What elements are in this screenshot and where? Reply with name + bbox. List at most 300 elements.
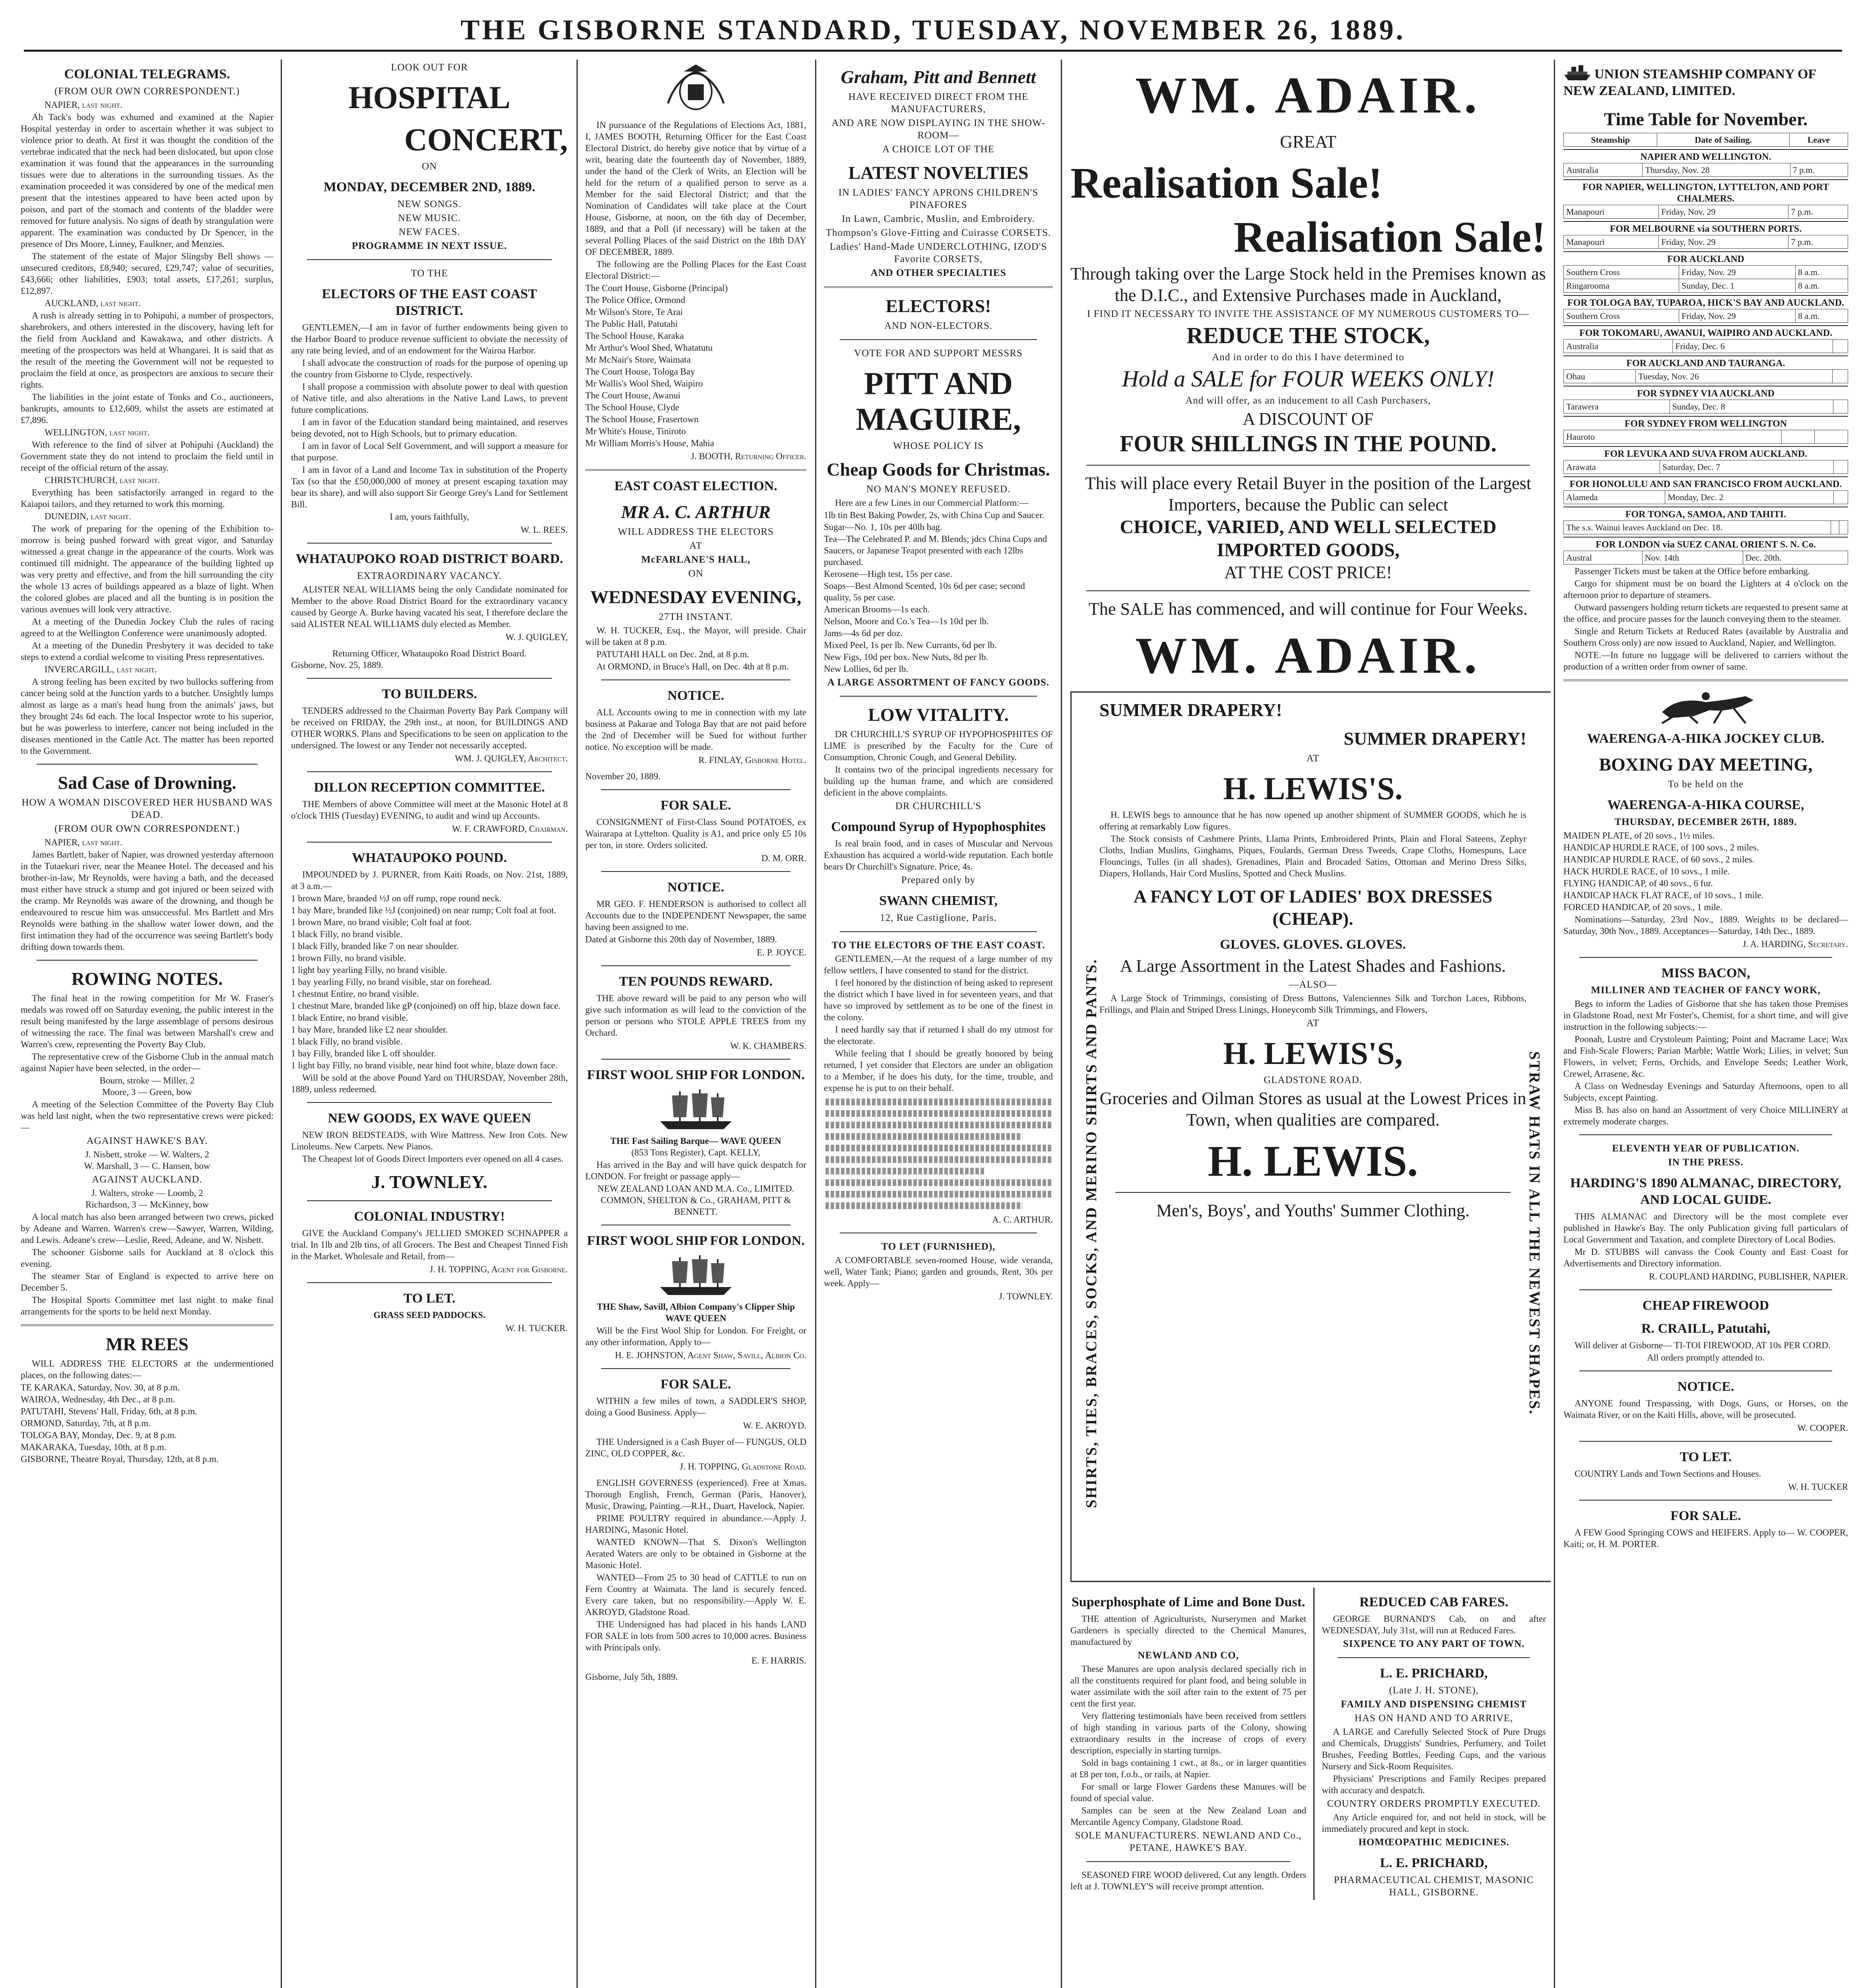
- choice-heading: CHOICE, VARIED, AND WELL SELECTED IMPORTED GOODS,: [1120, 516, 1497, 561]
- route-heading: NAPIER AND WELLINGTON.: [1563, 149, 1848, 163]
- divider: [824, 286, 1053, 288]
- article-paragraph: The following are the Polling Places for the East Coast Electoral District:—: [585, 259, 806, 281]
- lewis-advertisement: [1070, 691, 1551, 1582]
- dateline: WELLINGTON, last night.: [45, 427, 150, 437]
- article-paragraph: GENTLEMEN,—At the request of a large number of my fellow settlers, I have consented to stand for the district.: [824, 954, 1053, 975]
- racehorse-icon: [1646, 688, 1765, 724]
- article-paragraph: The Cheapest lot of Goods Direct Importers ever opened on all 4 cases.: [302, 1154, 564, 1164]
- product-line: DR CHURCHILL'S: [895, 801, 982, 812]
- election-heading: EAST COAST ELECTION.: [614, 479, 777, 493]
- article-paragraph: THE above reward will be paid to any person who will give such information as will lead to the conviction of the person or persons who STOLE APPLE TREES from my Orchard.: [585, 993, 806, 1038]
- article-paragraph: At ORMOND, in Bruce's Hall, on Dec. 4th at 8 p.m.: [596, 662, 789, 672]
- price-line: Mixed Peel, 1s per lb. New Currants, 6d per lb.: [824, 640, 997, 650]
- dated: Dated at Gisborne this 20th day of November, 1889.: [585, 934, 777, 944]
- notice-heading: NOTICE.: [667, 688, 724, 703]
- route-table: [1563, 551, 1848, 565]
- divider: [307, 543, 552, 544]
- route-table: [1563, 265, 1848, 293]
- polling-place: The School House, Frasertown: [585, 414, 699, 424]
- article-paragraph: A meeting of the Selection Committee of the Poverty Bay Club was held last night, when the two representative crews were picked:—: [21, 1099, 274, 1132]
- concert-programme: PROGRAMME IN NEXT ISSUE.: [351, 241, 507, 251]
- article-paragraph: THE attention of Agriculturists, Nurserymen and Market Gardeners is specially directed to the Chemical Manures, manufactured by: [1070, 1614, 1307, 1647]
- text-lines: [825, 1099, 1051, 1105]
- divider: [1115, 1192, 1511, 1193]
- article-paragraph: CONSIGNMENT of First-Class Sound POTATOES, ex Wairarapa at Lyttelton. Quality is A1, and price only £5 10s per ton, in store. Orders solicited.: [585, 817, 806, 850]
- goods-heading: NEW GOODS, EX WAVE QUEEN: [328, 1111, 531, 1126]
- lewis-heading: H. LEWIS'S,: [1223, 1036, 1403, 1071]
- article-paragraph: I am in favor of a Land and Income Tax in substitution of the Property Tax (so that the £50,000,000 of money at present escaping taxation may bear its share), and will also support Sir George Grey's Land for Settlement Bill.: [291, 465, 568, 509]
- clothing-line: Men's, Boys', and Youths' Summer Clothing.: [1156, 1201, 1470, 1220]
- meeting-date: ORMOND, Saturday, 7th, at 8 p.m.: [21, 1418, 151, 1428]
- route-heading: FOR TOLOGA BAY, TUPAROA, HICK'S BAY AND AUCKLAND.: [1563, 295, 1848, 309]
- pound-item: 1 bay Mare, branded like ½J (conjoined) on near rump; Colt foal at foot.: [291, 905, 556, 915]
- column-rule: [815, 60, 816, 1988]
- signature: W. E. AKROYD.: [743, 1421, 806, 1431]
- adair-paragraph: The SALE has commenced, and will continue for Four Weeks.: [1089, 599, 1528, 619]
- text-lines: [825, 1191, 1051, 1198]
- concert-title: HOSPITAL: [348, 80, 511, 115]
- table-cell: Tarawera: [1564, 400, 1670, 414]
- text-lines: [825, 1168, 986, 1175]
- agent: NEW ZEALAND LOAN AND M.A. Co., LIMITED. COMMON, SHELTON & Co., GRAHAM, PITT & BENNETT.: [597, 1184, 794, 1217]
- correspondent-note: (FROM OUR OWN CORRESPONDENT.): [54, 86, 240, 97]
- article-paragraph: I shall propose a commission with absolute power to deal with question of Native title, and also alterations in the Native Land Laws, to prevent future complications.: [291, 382, 568, 415]
- realisation-heading: Realisation Sale!: [1233, 213, 1546, 261]
- table-cell: Austral: [1564, 551, 1643, 565]
- signature: W. L. REES.: [520, 525, 568, 535]
- cost-price-line: AT THE COST PRICE!: [1224, 563, 1392, 582]
- article-paragraph: H. LEWIS begs to announce that he has now opened up another shipment of SUMMER GOODS, which he is offering at remarkably Low figures.: [1099, 810, 1526, 831]
- table-cell: [1781, 430, 1815, 444]
- notice-heading: NOTICE.: [667, 880, 724, 895]
- in-press-heading: IN THE PRESS.: [1668, 1157, 1744, 1168]
- divider: [37, 960, 258, 961]
- table-cell: Friday, Nov. 29: [1659, 205, 1788, 219]
- route-table: [1563, 369, 1848, 383]
- divider: [1563, 679, 1848, 681]
- table-cell: Monday, Dec. 2: [1665, 491, 1834, 504]
- table-cell: [1834, 460, 1848, 474]
- pound-item: 1 black Filly, no brand visible.: [291, 1037, 403, 1046]
- route-heading: FOR SYDNEY VIA AUCKLAND: [1563, 386, 1848, 400]
- industry-heading: COLONIAL INDUSTRY!: [354, 1209, 505, 1224]
- concert-title: CONCERT,: [404, 122, 568, 157]
- divider: [1579, 1289, 1832, 1290]
- route-heading: FOR SYDNEY FROM WELLINGTON: [1563, 416, 1848, 430]
- table-cell: Manapouri: [1564, 235, 1659, 249]
- race-item: FORCED HANDICAP, of 20 sovs., 1 mile.: [1563, 902, 1722, 912]
- route-heading: FOR AUCKLAND AND TAURANGA.: [1563, 355, 1848, 369]
- route-table: [1563, 163, 1848, 177]
- prichard-heading: L. E. PRICHARD,: [1380, 1856, 1488, 1870]
- table-cell: 7 p.m.: [1790, 163, 1848, 177]
- article-paragraph: Begs to inform the Ladies of Gisborne that she has taken those Premises in Gladstone Road, next Mr Foster's, Chemist, for a short time, and will give instruction in the following subjects:—: [1563, 999, 1848, 1032]
- crew-line: Bourn, stroke — Miller, 2: [99, 1076, 195, 1085]
- table-cell: Hauroto: [1564, 430, 1782, 444]
- signature-role: Returning Officer, Whataupoko Road District Board.: [332, 648, 527, 658]
- address-line: AT: [689, 540, 703, 551]
- signature: W. COOPER.: [1797, 1423, 1848, 1433]
- article-paragraph: TENDERS addressed to the Chairman Poverty Bay Park Company will be received on FRIDAY, the 29th inst., at noon, for BUILDINGS AND OTHER WORKS. Plans and Specifications to be seen on application to the undersigned. The lowest or any Tender not necessarily accepted.: [291, 706, 568, 750]
- chemist-advert: [1322, 1588, 1546, 1900]
- drowning-heading: Sad Case of Drowning.: [58, 773, 237, 793]
- superphosphate-heading: Superphosphate of Lime and Bone Dust.: [1071, 1595, 1305, 1609]
- article-paragraph: Everything has been satisfactorily arranged in regard to the Kaiapoi tailors, and they returned to work this morning.: [21, 487, 274, 509]
- board-heading: WHATAUPOKO ROAD DISTRICT BOARD.: [295, 551, 563, 566]
- meeting-date: MAKARAKA, Tuesday, 10th, at 8 p.m.: [21, 1442, 167, 1452]
- firm-name: Graham, Pitt and Bennett: [841, 67, 1036, 87]
- pound-item: 1 black Filly, branded like 7 on near shoulder.: [291, 941, 459, 951]
- article-paragraph: A Class on Wednesday Evenings and Saturday Afternoons, open to all Subjects, except Painting.: [1563, 1081, 1848, 1103]
- at-line: AT: [1306, 1018, 1320, 1029]
- article-paragraph: While feeling that I should be greatly honored by being returned, I yet consider that Electors are under an obligation to a Member, if he does his duty, for the time, trouble, and expense he is put to on their behalf.: [824, 1048, 1053, 1093]
- article-paragraph: Outward passengers holding return tickets are requested to present same at the office, and procure passes for the launch conveying them to the steamer.: [1563, 602, 1848, 624]
- column-rule: [1061, 60, 1062, 1988]
- polling-place: The Public Hall, Patutahi: [585, 319, 678, 329]
- article-paragraph: It contains two of the principal ingredients necessary for building up the human frame, and which are considered deficient in the above complaints.: [824, 765, 1053, 798]
- article-paragraph: ANYONE found Trespassing, with Dogs, Guns, or Horses, on the Waimata River, or on the Kaiti Hills, above, will be prosecuted.: [1563, 1398, 1848, 1420]
- ship-name: THE Shaw, Savill, Albion Company's Clipper Ship WAVE QUEEN: [596, 1302, 795, 1323]
- price-line: Kerosene—High test, 15s per case.: [824, 569, 953, 579]
- article-paragraph: Ah Tack's body was exhumed and examined at the Napier Hospital yesterday in order to ascertain whether it was subject to violence prior to death. At first it was thought the condition of the vertebrae indicated that the neck had been dislocated, but upon close examination it was found that the appearances in the surrounding tissues were due to alterations in the surrounding tissues. As the examination proceeded it was considered by one of the medical men present that the intestines appeared to have been acted upon by poison, and part of the stomach and contents of the bladder were removed for future analysis. No signs of death by strangulation were apparent. The examination was conducted by Dr Spencer, in the presence of Drs Moore, Linney, Faulkner, and Menzies.: [21, 112, 274, 249]
- boxing-day-heading: BOXING DAY MEETING,: [1599, 754, 1813, 775]
- signoff: I am, yours faithfully,: [390, 512, 469, 522]
- sale-heading: FOR SALE.: [660, 798, 731, 813]
- builders-heading: TO BUILDERS.: [382, 687, 477, 701]
- pound-item: 1 chestnut Mare, branded like gP (conjoined) on off hip, blaze down face.: [291, 1001, 561, 1011]
- article-paragraph: Very flattering testimonials have been received from settlers of high standing in various parts of the Colony, showing extraordinary results in the increase of crops of every description, especially in starting turnips.: [1070, 1711, 1307, 1755]
- electors-heading: ELECTORS OF THE EAST COAST DISTRICT.: [322, 287, 537, 318]
- divider: [1086, 590, 1530, 591]
- price-line: American Brooms—1s each.: [824, 604, 930, 614]
- polling-place: The School House, Karaka: [585, 331, 684, 341]
- route-heading: FOR MELBOURNE via SOUTHERN PORTS.: [1563, 221, 1848, 235]
- signature: A. C. ARTHUR.: [992, 1215, 1053, 1225]
- article-paragraph: The representative crew of the Gisborne Club in the annual match against Napier have been selected, in the order—: [21, 1052, 274, 1073]
- divider: [307, 842, 552, 843]
- article-paragraph: I need hardly say that if returned I shall do my utmost for the electorate.: [824, 1025, 1053, 1046]
- route-table: [1563, 339, 1848, 353]
- article-paragraph: COUNTRY Lands and Town Sections and Houses.: [1575, 1469, 1761, 1479]
- text-lines: [825, 1156, 1051, 1163]
- cheap-goods-heading: Cheap Goods for Christmas.: [827, 459, 1050, 480]
- meeting-date: TE KARAKA, Saturday, Nov. 30, at 8 p.m.: [21, 1382, 180, 1392]
- divider: [307, 1102, 552, 1103]
- article-paragraph: I am in favor of the Education standard being maintained, and reserves being devoted, not to High Schools, but to primary education.: [291, 417, 568, 439]
- groceries-line: Groceries and Oilman Stores as usual at the Lowest Prices in Town, when qualities are compared.: [1099, 1089, 1526, 1130]
- chemist-line: (Late J. H. STONE),: [1389, 1685, 1479, 1696]
- article-paragraph: The final heat in the rowing competition for Mr W. Fraser's medals was rowed off on Saturday evening, the public interest in the result being manifested by the large assemblage of persons desirous of witnessing the race. The final was between Marshall's crew and Warren's crew, representing the Poverty Bay Club.: [21, 993, 274, 1049]
- pound-item: 1 bay Mare, branded like £2 near shoulder.: [291, 1025, 448, 1035]
- divider: [601, 871, 790, 872]
- table-cell: [1833, 370, 1848, 383]
- bacon-heading: MISS BACON,: [1661, 966, 1750, 980]
- superphosphate-advert: [1070, 1588, 1306, 1900]
- article-paragraph: Will deliver at Gisborne— TI-TOI FIREWOOD, AT 10s PER CORD.: [1575, 1340, 1831, 1350]
- tolet-heading: TO LET.: [403, 1291, 456, 1306]
- divider: [1086, 1861, 1290, 1862]
- article-paragraph: The steamer Star of England is expected to arrive here on December 5.: [21, 1271, 274, 1293]
- cab-heading: REDUCED CAB FARES.: [1359, 1595, 1509, 1609]
- article-paragraph: ALISTER NEAL WILLIAMS being the only Candidate nominated for Member to the above Road District Board for the extraordinary vacancy caused by George A. Burke having vacated his seat, I therefore declare the said ALISTER NEAL WILLIAMS duly elected as Member.: [291, 584, 568, 629]
- article-paragraph: I shall advocate the construction of roads for the purpose of opening up the country from Gisborne to Clyde, respectively.: [291, 358, 568, 379]
- article-paragraph: NOTE.—In future no luggage will be delivered to carriers without the production of a written order from owner of same.: [1563, 650, 1848, 672]
- concert-feature: NEW SONGS.: [397, 199, 462, 210]
- article-paragraph: Mr D. STUBBS will canvass the Cook County and East Coast for Advertisements and Directory information.: [1563, 1247, 1848, 1268]
- chemist-line: HOMŒOPATHIC MEDICINES.: [1358, 1837, 1509, 1848]
- article-paragraph: The schooner Gisborne sails for Auckland at 8 o'clock this evening.: [21, 1247, 274, 1269]
- divider: [601, 789, 790, 790]
- route-table: [1563, 309, 1848, 323]
- article-paragraph: The statement of the estate of Major Slingsby Bell shows — unsecured creditors, £8,940; secured, £29,747; value of securities, £43,666; other liabilities, £903; total assets, £17,261; surplus, £12,897.: [21, 251, 274, 296]
- vote-line: WHOSE POLICY IS: [893, 441, 984, 451]
- wm-adair-banner: WM. ADAIR.: [1135, 627, 1481, 684]
- timetable-header: Date of Sailing.: [1657, 133, 1790, 147]
- crew-line: Richardson, 3 — McKinney, bow: [85, 1200, 209, 1209]
- divider: [307, 1200, 552, 1201]
- meeting-date: PATUTAHI, Stevens' Hall, Friday, 6th, at 8 p.m.: [21, 1406, 197, 1416]
- article-paragraph: NEW IRON BEDSTEADS, with Wire Mattress. New Iron Cots. New Linoleums. New Carpets. New Pianos.: [291, 1130, 568, 1151]
- signature: W. H. TUCKER.: [505, 1323, 568, 1333]
- crew-line: J. Nisbett, stroke — W. Walters, 2: [85, 1149, 210, 1159]
- route-table: [1563, 430, 1848, 444]
- dateline: INVERCARGILL, last night.: [45, 664, 157, 674]
- table-row: [1564, 491, 1848, 504]
- article-paragraph: WANTED KNOWN—That S. Dixon's Wellington Aerated Waters are only to be obtained in Gisborne at the Masonic Hotel.: [585, 1537, 806, 1570]
- signature: D. M. ORR.: [761, 853, 806, 863]
- route-heading: FOR LEVUKA AND SUVA FROM AUCKLAND.: [1563, 446, 1848, 460]
- dateline: CHRISTCHURCH, last night.: [45, 475, 160, 485]
- polling-place: Mr White's House, Tiniroto: [585, 426, 686, 436]
- vertical-advert-text: SHIRTS, TIES, BRACES, SOCKS, AND MERINO SHIRTS AND PANTS.: [1083, 958, 1100, 1508]
- table-cell: Manapouri: [1564, 205, 1659, 219]
- four-weeks-heading: Hold a SALE for FOUR WEEKS ONLY!: [1122, 366, 1495, 392]
- table-row: [1564, 551, 1848, 565]
- article-paragraph: GEORGE BURNAND'S Cab, on and after WEDNESDAY, July 31st, will run at Reduced Fares.: [1322, 1614, 1546, 1635]
- divider: [1579, 957, 1832, 958]
- dateline: DUNEDIN, last night.: [45, 511, 131, 521]
- vacancy-heading: EXTRAORDINARY VACANCY.: [357, 571, 502, 581]
- pound-item: 1 chestnut Entire, no brand visible.: [291, 989, 419, 999]
- syrup-heading: Compound Syrup of Hypophosphites: [831, 819, 1046, 834]
- timetable-header: Steamship: [1564, 133, 1657, 147]
- article-paragraph: THIS ALMANAC and Directory will be the most complete ever published in Hawke's Bay. The only Publication giving full particulars of Local Government and Taxation, and complete Directory of Local Bodies.: [1563, 1211, 1848, 1244]
- article-paragraph: IMPOUNDED by J. PURNER, from Kaiti Roads, on Nov. 21st, 1889, at 3 a.m.—: [291, 870, 568, 891]
- table-cell: [1833, 400, 1848, 414]
- text-lines: [825, 1202, 1022, 1209]
- masthead-title: THE GISBORNE STANDARD, TUESDAY, NOVEMBER 26, 1889.: [460, 14, 1406, 46]
- table-cell: 8 a.m.: [1795, 279, 1848, 293]
- article-paragraph: SEASONED FIRE WOOD delivered. Cut any length. Orders left at J. TOWNLEY'S will receive prompt attention.: [1070, 1870, 1307, 1891]
- column-rule: [1313, 1588, 1315, 1900]
- article-paragraph: A COMFORTABLE seven-roomed House, wide veranda, well, Water Tank; Piano; garden and grounds, Rent, 30s per week. Apply—: [824, 1255, 1053, 1288]
- summer-heading: SUMMER DRAPERY!: [1099, 700, 1282, 720]
- pound-item: 1 light bay Filly, no brand visible, near hind foot white, blaze down face.: [291, 1060, 557, 1070]
- dated: November 20, 1889.: [585, 771, 661, 781]
- polling-place: The School House, Clyde: [585, 402, 680, 412]
- concert-feature: NEW FACES.: [398, 227, 460, 237]
- paddocks-line: GRASS SEED PADDOCKS.: [373, 1310, 485, 1320]
- concert-feature: NEW MUSIC.: [398, 213, 461, 223]
- electors-sub: AND NON-ELECTORS.: [884, 320, 993, 331]
- product-line: 12, Rue Castiglione, Paris.: [880, 912, 997, 923]
- lewis-heading: H. LEWIS'S.: [1223, 771, 1403, 806]
- article-paragraph: Single and Return Tickets at Reduced Rates (available by Australia and Southern Cross only) are now issued to Auckland, Napier, and Wellington.: [1563, 626, 1848, 648]
- article-paragraph: MR GEO. F. HENDERSON is authorised to collect all Accounts due to the INDEPENDENT Newspaper, the same having been assigned to me.: [585, 899, 806, 932]
- manufacturer: NEWLAND AND CO,: [1138, 1650, 1239, 1661]
- article-paragraph: ALL Accounts owing to me in connection with my late business at Pakarae and Tologa Bay that are not paid before the 2nd of December will be Sued for without further notice. No exception will be made.: [585, 707, 806, 752]
- article-paragraph: A local match has also been arranged between two crews, picked by Adeane and Warren. Warren's crew—Sawyer, Warren, Wilding, and Lewis. Adeane's crew—Leslie, Reed, Adeane, and W. Nisbett.: [21, 1212, 274, 1245]
- divider: [585, 469, 806, 471]
- course-heading: WAERENGA-A-HIKA COURSE,: [1607, 798, 1804, 812]
- signature: W. F. CRAWFORD, Chairman.: [452, 824, 568, 834]
- price-line: Tea—The Celebrated P. and M. Blends; jdcs China Cups and Saucers, or Japanese Teapot presented with each 12lbs purchased.: [824, 534, 1047, 567]
- column-rule: [1554, 60, 1555, 1988]
- signature: H. E. JOHNSTON, Agent Shaw, Savill, Albion Co.: [615, 1350, 806, 1360]
- price-line: Nelson, Moore and Co.'s Tea—1s 10d per lb.: [824, 616, 989, 626]
- route-table: [1563, 460, 1848, 474]
- table-row: [1564, 521, 1848, 534]
- rowing-heading: ROWING NOTES.: [71, 969, 223, 989]
- polling-place: The Court House, Gisborne (Principal): [585, 283, 728, 293]
- table-cell: 7 p.m.: [1788, 235, 1848, 249]
- chemist-line: PHARMACEUTICAL CHEMIST, MASONIC HALL, GISBORNE.: [1334, 1875, 1534, 1898]
- article-paragraph: IN pursuance of the Regulations of Elections Act, 1881, I, JAMES BOOTH, Returning Officer for the East Coast Electoral District, do hereby give notice that by virtue of a writ, bearing date the fourteenth day of November, 1889, under the hand of the Clerk of Writs, an Election will be held for the return of a qualified person to serve as a Member for the said Electoral District; and that the Nomination of Candidates will take place at the Court House, Gisborne, at noon, on the 6th day of December, 1889, and that a Poll (if necessary) will be taken at the several Polling Places of the said District on the 18th DAY OF DECEMBER, 1889.: [585, 120, 806, 257]
- meeting-line: To be held on the: [1668, 779, 1744, 790]
- divider: [601, 1368, 790, 1369]
- signature: R. FINLAY, Gisborne Hotel.: [698, 755, 806, 765]
- column-5: [1066, 60, 1551, 1988]
- table-cell: [1834, 491, 1848, 504]
- article-paragraph: With reference to the find of silver at Pohipuhi (Auckland) the Government state they do not intend to proclaim the field until in receipt of the official return of the assay.: [21, 440, 274, 473]
- route-table: [1563, 490, 1848, 504]
- address-line: ON: [688, 568, 704, 579]
- signature: W. H. TUCKER: [1788, 1482, 1848, 1492]
- divider: [840, 931, 1037, 932]
- article-paragraph: THE Undersigned is a Cash Buyer of— FUNGUS, OLD ZINC, OLD COPPER, &c.: [585, 1437, 806, 1458]
- article-paragraph: I am in favor of Local Self Government, and will support a measure for that purpose.: [291, 441, 568, 462]
- signature: WM. J. QUIGLEY, Architect.: [454, 753, 568, 763]
- divider: [307, 771, 552, 772]
- table-row: [1564, 163, 1848, 177]
- table-row: [1564, 370, 1848, 383]
- concert-on: ON: [421, 161, 437, 172]
- firm-line: Thompson's Glove-Fitting and Cuirasse CORSETS.: [825, 227, 1051, 238]
- townley-name: J. TOWNLEY.: [371, 1172, 487, 1192]
- table-row: [1564, 205, 1848, 219]
- article-paragraph: Any Article enquired for, and not held in stock, will be immediately procured and kept in stock.: [1322, 1812, 1546, 1834]
- table-row: [1564, 340, 1848, 353]
- dateline: NAPIER, last night.: [45, 100, 122, 110]
- crew-heading: AGAINST HAWKE'S BAY.: [86, 1136, 208, 1146]
- meeting-date: WAIROA, Wednesday, 4th Dec., at 8 p.m.: [21, 1394, 175, 1404]
- vitality-heading: LOW VITALITY.: [868, 705, 1009, 725]
- jockey-club-heading: WAERENGA-A-HIKA JOCKEY CLUB.: [1587, 731, 1825, 746]
- article-paragraph: A FEW Good Springing COWS and HEIFERS. Apply to— W. COOPER, Kaiti; or, H. M. PORTER.: [1563, 1528, 1848, 1549]
- article-paragraph: PATUTAHI HALL on Dec. 2nd, at 8 p.m.: [596, 649, 750, 659]
- pound-item: 1 bay Filly, branded like L off shoulder.: [291, 1048, 436, 1058]
- article-paragraph: These Manures are upon analysis declared specially rich in all the constituents required for plant food, and being soluble in water assimilate with the soil after rain to the extent of 75 per cent the first year.: [1070, 1664, 1307, 1708]
- timetable-header-row: [1564, 133, 1848, 147]
- article-paragraph: Samples can be seen at the New Zealand Loan and Mercantile Agency Company, Gladstone Road.: [1070, 1806, 1307, 1827]
- signature: J. TOWNLEY.: [998, 1291, 1053, 1301]
- reward-heading: TEN POUNDS REWARD.: [619, 974, 773, 989]
- table-cell: Ohau: [1564, 370, 1636, 383]
- great-line: GREAT: [1280, 132, 1336, 151]
- divider: [1338, 1657, 1530, 1658]
- column-rule: [577, 60, 578, 1988]
- road-line: GLADSTONE ROAD.: [1264, 1075, 1362, 1085]
- table-cell: Sunday, Dec. 8: [1670, 400, 1833, 414]
- table-cell: Dec. 20th.: [1743, 551, 1848, 565]
- firm-line: HAVE RECEIVED DIRECT FROM THE MANUFACTURERS,: [848, 91, 1029, 115]
- discount-line: A DISCOUNT OF: [1243, 409, 1374, 429]
- firm-line: In Lawn, Cambric, Muslin, and Embroidery.: [842, 214, 1035, 224]
- dateline: NAPIER, last night.: [45, 837, 122, 847]
- table-cell: The s.s. Wainui leaves Auckland on Dec. 18.: [1564, 521, 1831, 534]
- assortment-line: A Large Assortment in the Latest Shades and Fashions.: [1120, 956, 1506, 976]
- electors-address-heading: TO THE ELECTORS OF THE EAST COAST.: [831, 940, 1045, 951]
- novelties-heading: LATEST NOVELTIES: [848, 163, 1029, 183]
- milliner-heading: MILLINER AND TEACHER OF FANCY WORK,: [1591, 985, 1821, 996]
- text-lines: [825, 1122, 1051, 1128]
- steamship-icon: [1563, 60, 1591, 82]
- table-cell: 8 a.m.: [1795, 309, 1848, 323]
- column-rule: [281, 60, 282, 1988]
- pitt-maguire-heading: PITT AND MAGUIRE,: [856, 366, 1021, 437]
- adair-paragraph: This will place every Retail Buyer in the position of the Largest Importers, because the Public can select: [1085, 474, 1532, 514]
- dillon-heading: DILLON RECEPTION COMMITTEE.: [314, 780, 545, 795]
- refused-line: NO MAN'S MONEY REFUSED.: [866, 484, 1011, 495]
- signature: J. H. TOPPING, Agent for Gisborne.: [429, 1264, 568, 1274]
- column-3: [581, 60, 811, 1988]
- four-shillings-heading: FOUR SHILLINGS IN THE POUND.: [1119, 431, 1497, 456]
- also-line: —ALSO—: [1289, 979, 1337, 990]
- race-item: MAIDEN PLATE, of 20 sovs., 1½ miles.: [1563, 831, 1715, 841]
- divider: [307, 1282, 552, 1283]
- venue: McFARLANE'S HALL,: [641, 554, 751, 565]
- table-row: [1564, 400, 1848, 414]
- meeting-date: THURSDAY, DECEMBER 26TH, 1889.: [1614, 817, 1797, 827]
- column-1: [16, 60, 278, 1988]
- crew-heading: AGAINST AUCKLAND.: [92, 1174, 202, 1185]
- divider: [601, 1059, 790, 1060]
- firm-line: A CHOICE LOT OF THE: [882, 144, 994, 155]
- table-cell: Saturday, Dec. 7: [1660, 460, 1833, 474]
- article-paragraph: Sold in bags containing 1 cwt., at 8s., or in larger quantities at £8 per ton, f.o.b., or rails, at Napier.: [1070, 1758, 1307, 1779]
- masthead: [24, 8, 1842, 52]
- dated: Gisborne, Nov. 25, 1889.: [291, 660, 383, 670]
- polling-place: The Court House, Awanui: [585, 390, 681, 400]
- route-heading: FOR NAPIER, WELLINGTON, LYTTELTON, AND PORT CHALMERS.: [1563, 179, 1848, 205]
- article-paragraph: Physicians' Prescriptions and Family Recipes prepared with accuracy and despatch.: [1322, 1774, 1546, 1795]
- signature: E. F. HARRIS.: [751, 1656, 806, 1666]
- article-paragraph: DR CHURCHILL'S SYRUP OF HYPOPHOSPHITES OF LIME is prescribed by the Faculty for the Cure of Consumption, Chronic Cough, and General Debility.: [824, 729, 1053, 762]
- chemist-line: HAS ON HAND AND TO ARRIVE,: [1354, 1713, 1513, 1724]
- table-cell: Australia: [1564, 340, 1673, 353]
- polling-place: Mr Wilson's Store, Te Arai: [585, 307, 683, 317]
- at-line: AT: [1306, 753, 1320, 764]
- pound-item: 1 black Entire, no brand visible.: [291, 1013, 408, 1023]
- column-6: [1559, 60, 1853, 1988]
- fancy-heading: A FANCY LOT OF LADIES' BOX DRESSES (CHEAP).: [1133, 886, 1493, 929]
- ship-name: THE Fast Sailing Barque— WAVE QUEEN: [610, 1136, 782, 1146]
- signature: J. H. TOPPING, Gladstone Road.: [680, 1462, 806, 1472]
- price-line: New Lollies, 6d per lb.: [824, 664, 909, 674]
- article-paragraph: Passenger Tickets must be taken at the Office before embarking.: [1575, 566, 1810, 576]
- pound-item: 1 brown Mare, no brand visible; Colt foal at foot.: [291, 917, 472, 927]
- article-paragraph: THE Members of above Committee will meet at the Masonic Hotel at 8 o'clock THIS (Tuesday) EVENING, to audit and wind up Accounts.: [291, 799, 568, 821]
